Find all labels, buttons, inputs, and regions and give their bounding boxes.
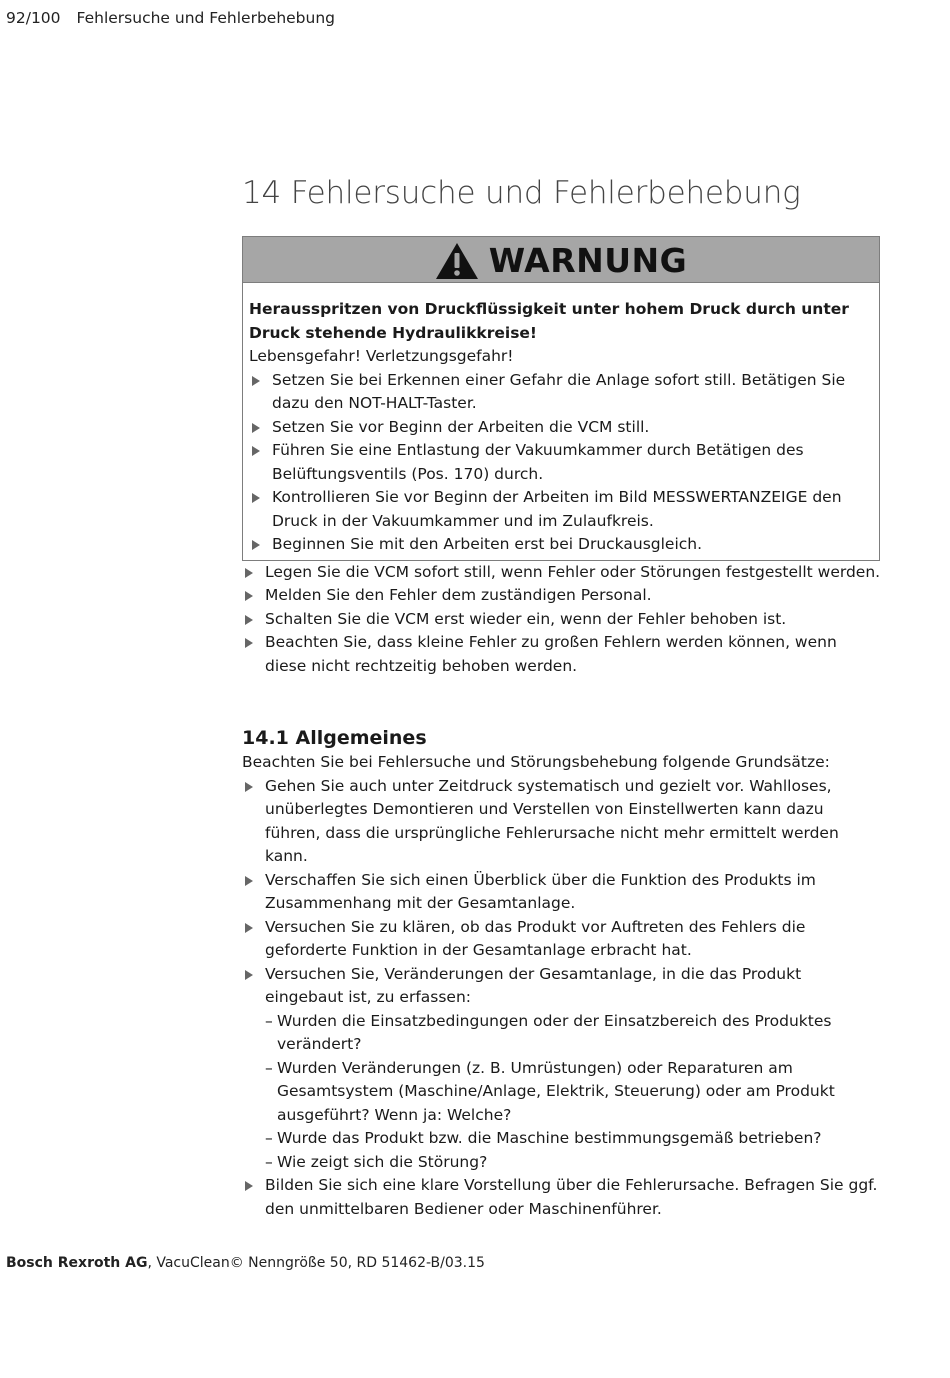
section-intro: Beachten Sie bei Fehlersuche und Störungsbehebung folgende Grundsätze:: [242, 753, 830, 771]
bullet-triangle-icon: [245, 591, 253, 601]
page-content: [242, 172, 882, 1221]
warning-body: [243, 283, 879, 560]
bullet-triangle-icon: [252, 493, 260, 503]
bullet-triangle-icon: [245, 923, 253, 933]
dash-marker: –: [265, 1058, 273, 1077]
warning-header: [243, 237, 879, 283]
warning-hazard: Herausspritzen von Druckflüssigkeit unter hohem Druck durch unter Druck stehende Hydraulikkreise!: [249, 300, 849, 342]
dash-marker: –: [265, 1129, 273, 1147]
list-item: Versuchen Sie zu klären, ob das Produkt vor Auftreten des Fehlers die geforderte Funktion in der Gesamtanlage erbracht hat.: [242, 916, 882, 963]
list-item: Verschaffen Sie sich einen Überblick über die Funktion des Produkts im Zusammenhang mit der Gesamtanlage.: [242, 869, 882, 916]
sub-list-item: – Wurden Veränderungen (z. B. Umrüstungen) oder Reparaturen am Gesamtsystem (Maschine/Anlage, Elektrik, Steuerung) oder am Produkt ausgeführt? Wenn ja: Welche?: [265, 1058, 835, 1124]
bullet-triangle-icon: [245, 876, 253, 886]
bullet-triangle-icon: [252, 446, 260, 456]
sub-list-item: – Wurde das Produkt bzw. die Maschine bestimmungsgemäß betrieben?: [265, 1127, 882, 1151]
bullet-triangle-icon: [245, 568, 253, 578]
list-item: Schalten Sie die VCM erst wieder ein, wenn der Fehler behoben ist.: [242, 608, 882, 632]
list-item: Melden Sie den Fehler dem zuständigen Personal.: [242, 584, 882, 608]
footer-document: , VacuClean© Nenngröße 50, RD 51462-B/03.15: [147, 1255, 485, 1271]
section-title: 14.1 Allgemeines: [242, 727, 427, 749]
warning-consequence: Lebensgefahr! Verletzungsgefahr!: [249, 347, 514, 365]
list-item: Legen Sie die VCM sofort still, wenn Fehler oder Störungen festgestellt werden.: [242, 561, 882, 585]
list-item: Führen Sie eine Entlastung der Vakuumkammer durch Betätigen des Belüftungsventils (Pos. 170) durch.: [249, 439, 879, 486]
bullet-triangle-icon: [245, 970, 253, 980]
sub-question-list: [265, 1010, 882, 1175]
troubleshooting-rules-list: [242, 775, 882, 1222]
warning-label: WARNUNG: [488, 241, 688, 280]
warning-box: [242, 236, 880, 561]
bullet-triangle-icon: [252, 423, 260, 433]
page-number: 92/100: [6, 9, 61, 27]
bullet-triangle-icon: [245, 638, 253, 648]
warning-triangle-icon: [435, 242, 479, 280]
list-item: Gehen Sie auch unter Zeitdruck systematisch und gezielt vor. Wahlloses, unüberlegtes Demontieren und Verstellen von Einstellwerten kann dazu führen, dass die ursprüngliche Fehlerursache nicht mehr ermittelt werden kann.: [242, 775, 882, 869]
list-item: Versuchen Sie, Veränderungen der Gesamtanlage, in die das Produkt eingebaut ist, zu erfassen: – Wurden die Einsatzbedingungen oder der Einsatzbereich des Produktes verändert? – Wurden Veränderungen (z. B. Umrüstungen) oder Reparaturen am Gesamtsystem (Maschine/Anlage, Elektrik, Steuerung) oder am Produkt ausgeführt? Wenn ja: Welche? – Wurde das Produkt bzw. die Maschine bestimmungsgemäß betrieben? – Wie zeigt sich die Störung?: [242, 963, 882, 1175]
bullet-triangle-icon: [245, 1181, 253, 1191]
list-item: Setzen Sie bei Erkennen einer Gefahr die Anlage sofort still. Betätigen Sie dazu den NOT-HALT-Taster.: [249, 369, 879, 416]
bullet-triangle-icon: [252, 540, 260, 550]
list-item: Bilden Sie sich eine klare Vorstellung über die Fehlerursache. Befragen Sie ggf. den unmittelbaren Bediener oder Maschinenführer.: [242, 1174, 882, 1221]
dash-marker: –: [265, 1011, 273, 1030]
page-footer: [6, 1255, 485, 1271]
list-item: Kontrollieren Sie vor Beginn der Arbeiten im Bild MESSWERTANZEIGE den Druck in der Vakuumkammer und im Zulaufkreis.: [249, 486, 879, 533]
bullet-triangle-icon: [245, 615, 253, 625]
running-title: Fehlersuche und Fehlerbehebung: [76, 9, 335, 27]
sub-list-item: – Wie zeigt sich die Störung?: [265, 1151, 882, 1175]
warning-steps: [249, 369, 879, 557]
bullet-triangle-icon: [245, 782, 253, 792]
general-instructions-list: [242, 561, 882, 679]
list-item: Beachten Sie, dass kleine Fehler zu großen Fehlern werden können, wenn diese nicht rechtzeitig behoben werden.: [242, 631, 882, 678]
bullet-triangle-icon: [252, 376, 260, 386]
footer-company: Bosch Rexroth AG: [6, 1255, 148, 1271]
chapter-title: 14 Fehlersuche und Fehlerbehebung: [242, 175, 801, 211]
page-header: [6, 9, 335, 27]
list-item: Setzen Sie vor Beginn der Arbeiten die VCM still.: [249, 416, 879, 440]
dash-marker: –: [265, 1152, 273, 1171]
sub-list-item: – Wurden die Einsatzbedingungen oder der Einsatzbereich des Produktes verändert?: [265, 1011, 832, 1053]
list-item: Beginnen Sie mit den Arbeiten erst bei Druckausgleich.: [249, 533, 879, 557]
